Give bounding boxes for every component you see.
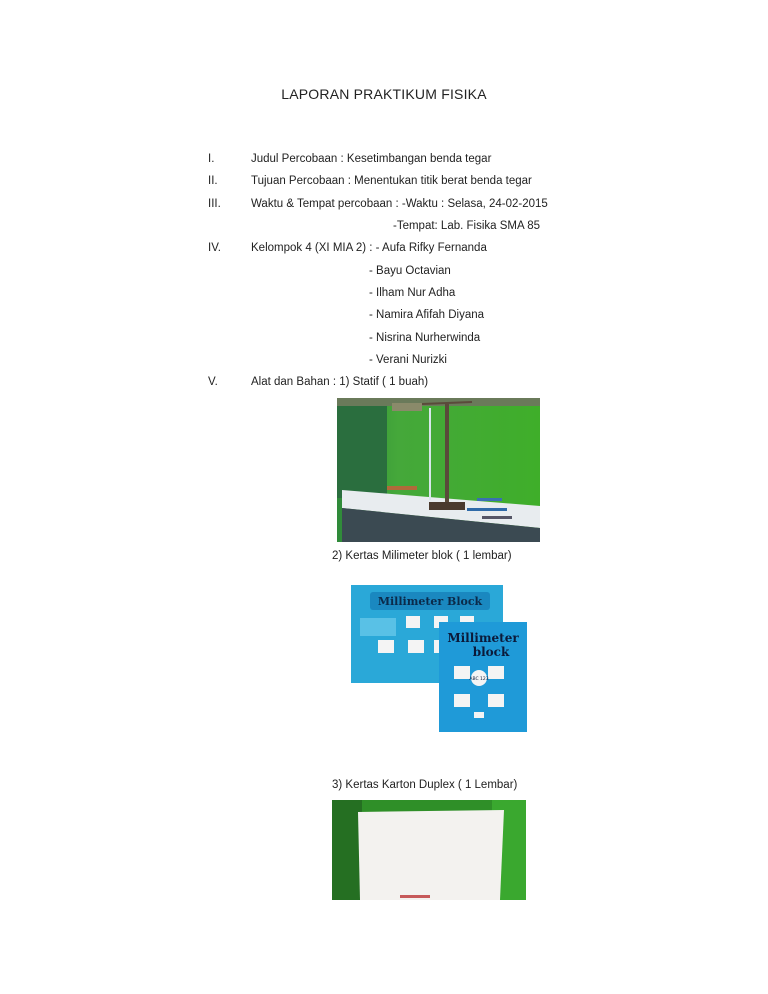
member-item: - Bayu Octavian — [369, 265, 451, 277]
karton-duplex-photo — [332, 800, 526, 900]
member-item: - Nisrina Nurherwinda — [369, 332, 481, 344]
section-text: Judul Percobaan : Kesetimbangan benda tegar — [251, 153, 492, 165]
member-item: - Namira Afifah Diyana — [369, 309, 485, 321]
section-text: Waktu & Tempat percobaan : -Waktu : Selasa, 24-02-2015 — [251, 198, 548, 210]
section-text-continued: -Tempat: Lab. Fisika SMA 85 — [393, 220, 541, 232]
section-text: Alat dan Bahan : 1) Statif ( 1 buah) — [251, 376, 429, 388]
section-text: Kelompok 4 (XI MIA 2) : - Aufa Rifky Fernanda — [251, 242, 487, 254]
millimeter-block-cover-title: Millimeter — [447, 631, 519, 645]
item-caption: 3) Kertas Karton Duplex ( 1 Lembar) — [332, 779, 518, 791]
section-number: I. — [208, 153, 215, 165]
millimeter-block-photo — [348, 580, 531, 734]
section-number: IV. — [208, 242, 222, 254]
section-number: V. — [208, 376, 218, 388]
section-number: III. — [208, 198, 221, 210]
millimeter-block-cover-subtitle: block — [472, 645, 510, 659]
millimeter-block-badge: ABC 123 — [469, 677, 489, 682]
statif-photo — [337, 398, 540, 542]
member-item: - Ilham Nur Adha — [369, 287, 456, 299]
member-item: - Verani Nurizki — [369, 354, 447, 366]
millimeter-block-label: Millimeter Block — [377, 595, 483, 608]
section-text: Tujuan Percobaan : Menentukan titik berat benda tegar — [251, 175, 532, 187]
section-number: II. — [208, 175, 218, 187]
document-title: LAPORAN PRAKTIKUM FISIKA — [281, 86, 487, 102]
item-caption: 2) Kertas Milimeter blok ( 1 lembar) — [332, 550, 512, 562]
